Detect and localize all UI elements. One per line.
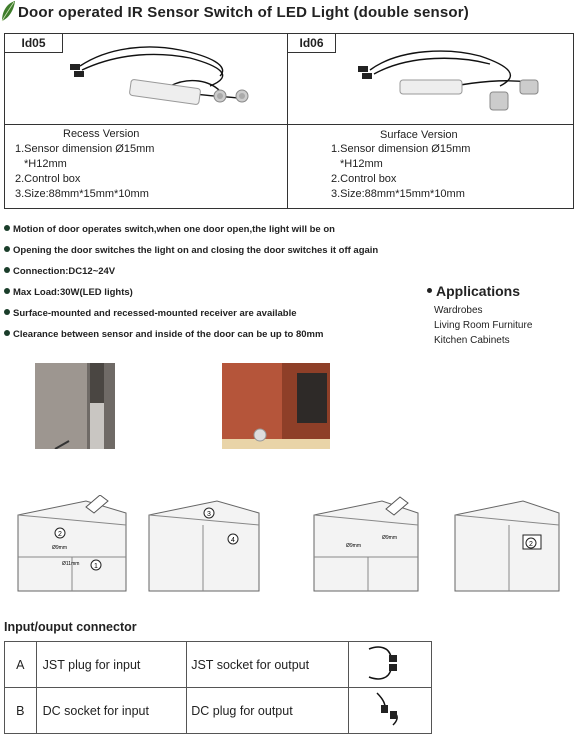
version-label: Surface Version: [380, 129, 458, 141]
feature-item: Opening the door switches the light on and closing the door switches it off again: [4, 245, 378, 256]
bullet-icon: [4, 246, 10, 252]
bullet-icon: [4, 309, 10, 315]
dc-connector-icon: [349, 689, 431, 729]
input-cell: JST plug for input: [36, 642, 187, 688]
row-letter: A: [5, 642, 37, 688]
dimension-label: Ø9mm: [382, 535, 397, 541]
product-id-tab: Id05: [5, 34, 63, 53]
spec-line: *H12mm: [340, 158, 383, 170]
input-cell: DC socket for input: [36, 688, 187, 734]
bullet-icon: [4, 225, 10, 231]
step-number: 3: [207, 511, 211, 518]
application-item: Wardrobes: [434, 305, 483, 316]
install-diagram-2: [146, 494, 262, 593]
surface-install-photo: [222, 363, 330, 449]
product-id-tab: Id06: [288, 34, 336, 53]
dimension-label: Ø11mm: [62, 561, 80, 567]
jst-connector-icon: [349, 643, 431, 683]
spec-line: 3.Size:88mm*15mm*10mm: [331, 188, 465, 200]
table-row: [5, 642, 432, 688]
row-letter: B: [5, 688, 37, 734]
bullet-icon: [4, 267, 10, 273]
connector-image-cell: [348, 688, 431, 734]
version-label: Recess Version: [63, 128, 140, 140]
feature-item: Motion of door operates switch,when one door open,the light will be on: [4, 224, 335, 235]
spec-line: 1.Sensor dimension Ø15mm: [15, 143, 155, 155]
page-title: Door operated IR Sensor Switch of LED Light (double sensor): [18, 4, 469, 21]
install-diagram-4: [452, 494, 562, 593]
feature-item: Surface-mounted and recessed-mounted receiver are available: [4, 308, 297, 319]
install-diagram-3: [311, 494, 421, 593]
step-number: 1: [94, 563, 98, 570]
step-number: 4: [231, 537, 235, 544]
table-row: [5, 688, 432, 734]
application-item: Living Room Furniture: [434, 320, 533, 331]
leaf-icon: [0, 0, 16, 22]
dimension-label: Ø9mm: [346, 543, 361, 549]
recess-install-photo: [35, 363, 115, 449]
step-number: 2: [58, 531, 62, 538]
applications-heading: Applications: [427, 283, 520, 299]
bullet-icon: [4, 288, 10, 294]
spec-line: 2.Control box: [331, 173, 397, 185]
feature-item: Clearance between sensor and inside of the door can be up to 80mm: [4, 329, 323, 340]
table-divider: [4, 124, 574, 125]
connector-image-cell: [348, 642, 431, 688]
step-number: 2: [529, 541, 533, 548]
output-cell: JST socket for output: [187, 642, 349, 688]
spec-line: 3.Size:88mm*15mm*10mm: [15, 188, 149, 200]
surface-sensor-photo: [350, 40, 560, 122]
install-diagram-1: [15, 494, 129, 593]
application-item: Kitchen Cabinets: [434, 335, 510, 346]
output-cell: DC plug for output: [187, 688, 349, 734]
feature-item: Connection:DC12~24V: [4, 266, 115, 277]
spec-line: 2.Control box: [15, 173, 81, 185]
connector-table: [4, 641, 432, 734]
table-divider: [287, 33, 288, 209]
spec-line: *H12mm: [24, 158, 67, 170]
spec-line: 1.Sensor dimension Ø15mm: [331, 143, 471, 155]
bullet-icon: [427, 288, 432, 293]
recess-sensor-photo: [60, 36, 280, 122]
bullet-icon: [4, 330, 10, 336]
connector-heading: Input/ouput connector: [4, 620, 137, 634]
dimension-label: Ø9mm: [52, 545, 67, 551]
feature-item: Max Load:30W(LED lights): [4, 287, 133, 298]
